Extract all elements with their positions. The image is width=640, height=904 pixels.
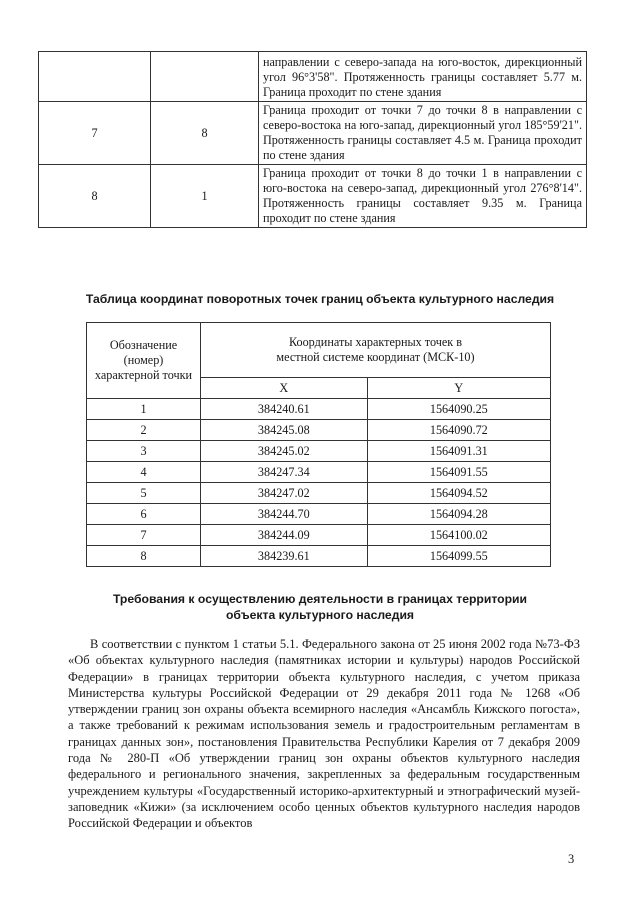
header-coordinates: Координаты характерных точек в местной системе координат (МСК-10) [201,323,551,378]
coordinate-x: 384247.34 [201,462,368,483]
point-number: 2 [87,420,201,441]
coordinate-row [87,462,551,483]
boundary-row [39,165,587,228]
point-number: 3 [87,441,201,462]
requirements-title-line1: Требования к осуществлению деятельности в границах территории [112,592,528,606]
boundary-to-point [151,52,259,102]
coordinate-row [87,420,551,441]
coordinate-row [87,525,551,546]
point-number: 6 [87,504,201,525]
boundary-description-table [38,51,587,228]
coordinate-row [87,399,551,420]
header-x: X [201,378,368,399]
boundary-description: направлении с северо-запада на юго-восток, дирекционный угол 96°3'58". Протяженность границы составляет 5.77 м. Граница проходит по стене здания [259,52,587,102]
point-number: 1 [87,399,201,420]
coordinate-row [87,504,551,525]
coordinate-y: 1564091.31 [367,441,550,462]
point-number: 8 [87,546,201,567]
coordinate-y: 1564090.25 [367,399,550,420]
coordinate-x: 384245.02 [201,441,368,462]
boundary-from-point [39,52,151,102]
point-number: 5 [87,483,201,504]
boundary-row [39,52,587,102]
body-paragraph: В соответствии с пунктом 1 статьи 5.1. Федерального закона от 25 июня 2002 года №73-ФЗ «Об объектах культурного наследия (памятниках истории и культуры) народов Российской Федерации» в границах территории объекта культурного наследия, с учетом приказа Министерства культуры Российской Федерации от 29 декабря 2011 года № 1268 «Об утверждении границ зон охраны объекта всемирного наследия «Ансамбль Кижского погоста», а также требований к режимам использования земель и градостроительным регламентам в границах данных зон», постановления Правительства Республики Карелия от 7 декабря 2009 года № 280-П «Об утверждении границ зон охраны объектов культурного наследия федерального и регионального значения, закрепленных за федеральным государственным учреждением культуры «Государственный историко-архитектурный и этнографический музей-заповедник «Кижи» (за исключением особо ценных объектов культурного наследия народов Российской Федерации и объектов [68,637,580,831]
boundary-description: Граница проходит от точки 7 до точки 8 в направлении с северо-востока на юго-запад, дирекционный угол 185°59'21". Протяженность границы составляет 4.5 м. Граница проходит по стене здания [259,102,587,165]
coordinates-table [86,322,551,567]
coordinate-x: 384247.02 [201,483,368,504]
page-number: 3 [568,852,575,866]
boundary-to-point: 8 [151,102,259,165]
coordinate-row [87,483,551,504]
coordinate-x: 384245.08 [201,420,368,441]
coordinates-table-title: Таблица координат поворотных точек границ объекта культурного наследия [85,292,555,306]
boundary-to-point: 1 [151,165,259,228]
coordinate-x: 384244.70 [201,504,368,525]
boundary-from-point: 8 [39,165,151,228]
header-y: Y [367,378,550,399]
coordinate-x: 384239.61 [201,546,368,567]
coordinate-x: 384244.09 [201,525,368,546]
coordinate-y: 1564094.28 [367,504,550,525]
boundary-row [39,102,587,165]
coordinate-y: 1564091.55 [367,462,550,483]
coordinate-y: 1564100.02 [367,525,550,546]
point-number: 4 [87,462,201,483]
coordinate-row [87,546,551,567]
boundary-description: Граница проходит от точки 8 до точки 1 в направлении с юго-востока на северо-запад, дирекционный угол 276°8'14". Протяженность границы составляет 9.35 м. Граница проходит по стене здания [259,165,587,228]
requirements-title [0,591,640,623]
point-number: 7 [87,525,201,546]
requirements-title-line2: объекта культурного наследия [225,608,415,622]
coordinate-row [87,441,551,462]
coordinate-y: 1564099.55 [367,546,550,567]
boundary-from-point: 7 [39,102,151,165]
coordinate-x: 384240.61 [201,399,368,420]
coordinate-y: 1564090.72 [367,420,550,441]
header-point-number: Обозначение (номер) характерной точки [87,323,201,399]
coordinate-y: 1564094.52 [367,483,550,504]
